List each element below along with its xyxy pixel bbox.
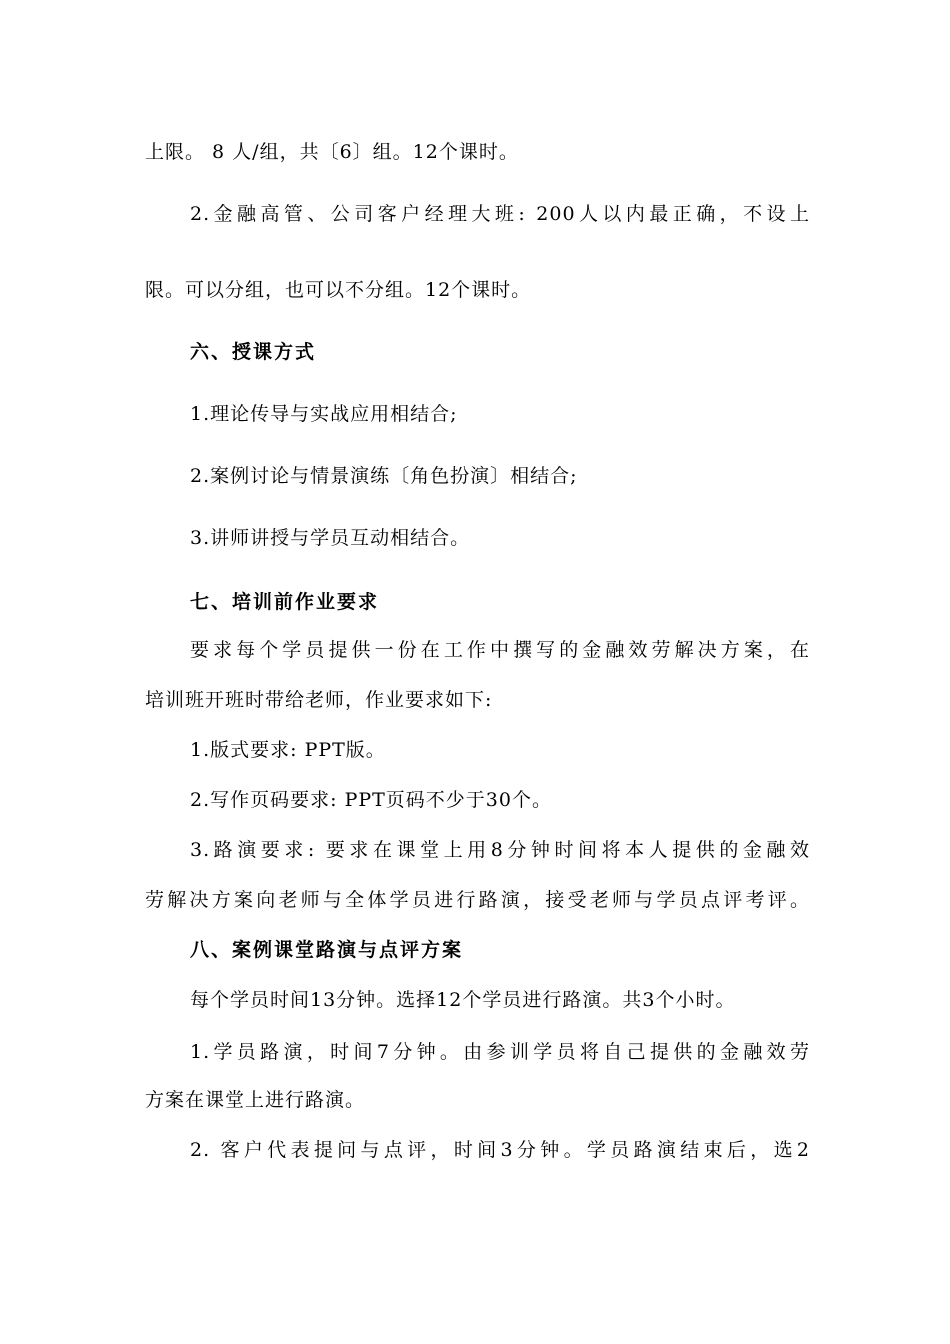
paragraph-line: 2.金融高管、公司客户经理大班: 200人以内最正确，不设上 <box>190 203 810 225</box>
section-heading: 八、案例课堂路演与点评方案 <box>190 939 464 961</box>
paragraph-line: 要求每个学员提供一份在工作中撰写的金融效劳解决方案，在 <box>190 639 810 661</box>
section-heading: 七、培训前作业要求 <box>190 591 380 613</box>
paragraph-line: 劳解决方案向老师与全体学员进行路演，接受老师与学员点评考评。 <box>145 889 810 911</box>
paragraph-line: 上限。 8 人/组，共〔6〕组。12个课时。 <box>145 141 519 163</box>
list-item: 2. 客户代表提问与点评，时间3分钟。学员路演结束后，选2 <box>190 1139 810 1161</box>
list-item: 2.写作页码要求: PPT页码不少于30个。 <box>190 789 552 811</box>
list-item: 3.讲师讲授与学员互动相结合。 <box>190 527 471 549</box>
section-heading: 六、授课方式 <box>190 341 317 363</box>
list-item: 1.学员路演，时间7分钟。由参训学员将自己提供的金融效劳 <box>190 1041 810 1063</box>
list-item: 2.案例讨论与情景演练〔角色扮演〕相结合; <box>190 465 578 487</box>
list-item: 3.路演要求: 要求在课堂上用8分钟时间将本人提供的金融效 <box>190 839 810 861</box>
paragraph-line: 每个学员时间13分钟。选择12个学员进行路演。共3个小时。 <box>190 989 736 1011</box>
paragraph-line: 方案在课堂上进行路演。 <box>145 1089 366 1111</box>
paragraph-line: 限。可以分组，也可以不分组。12个课时。 <box>145 279 532 301</box>
list-item: 1.版式要求: PPT版。 <box>190 739 386 761</box>
paragraph-line: 培训班开班时带给老师，作业要求如下: <box>145 689 493 711</box>
list-item: 1.理论传导与实战应用相结合; <box>190 403 458 425</box>
